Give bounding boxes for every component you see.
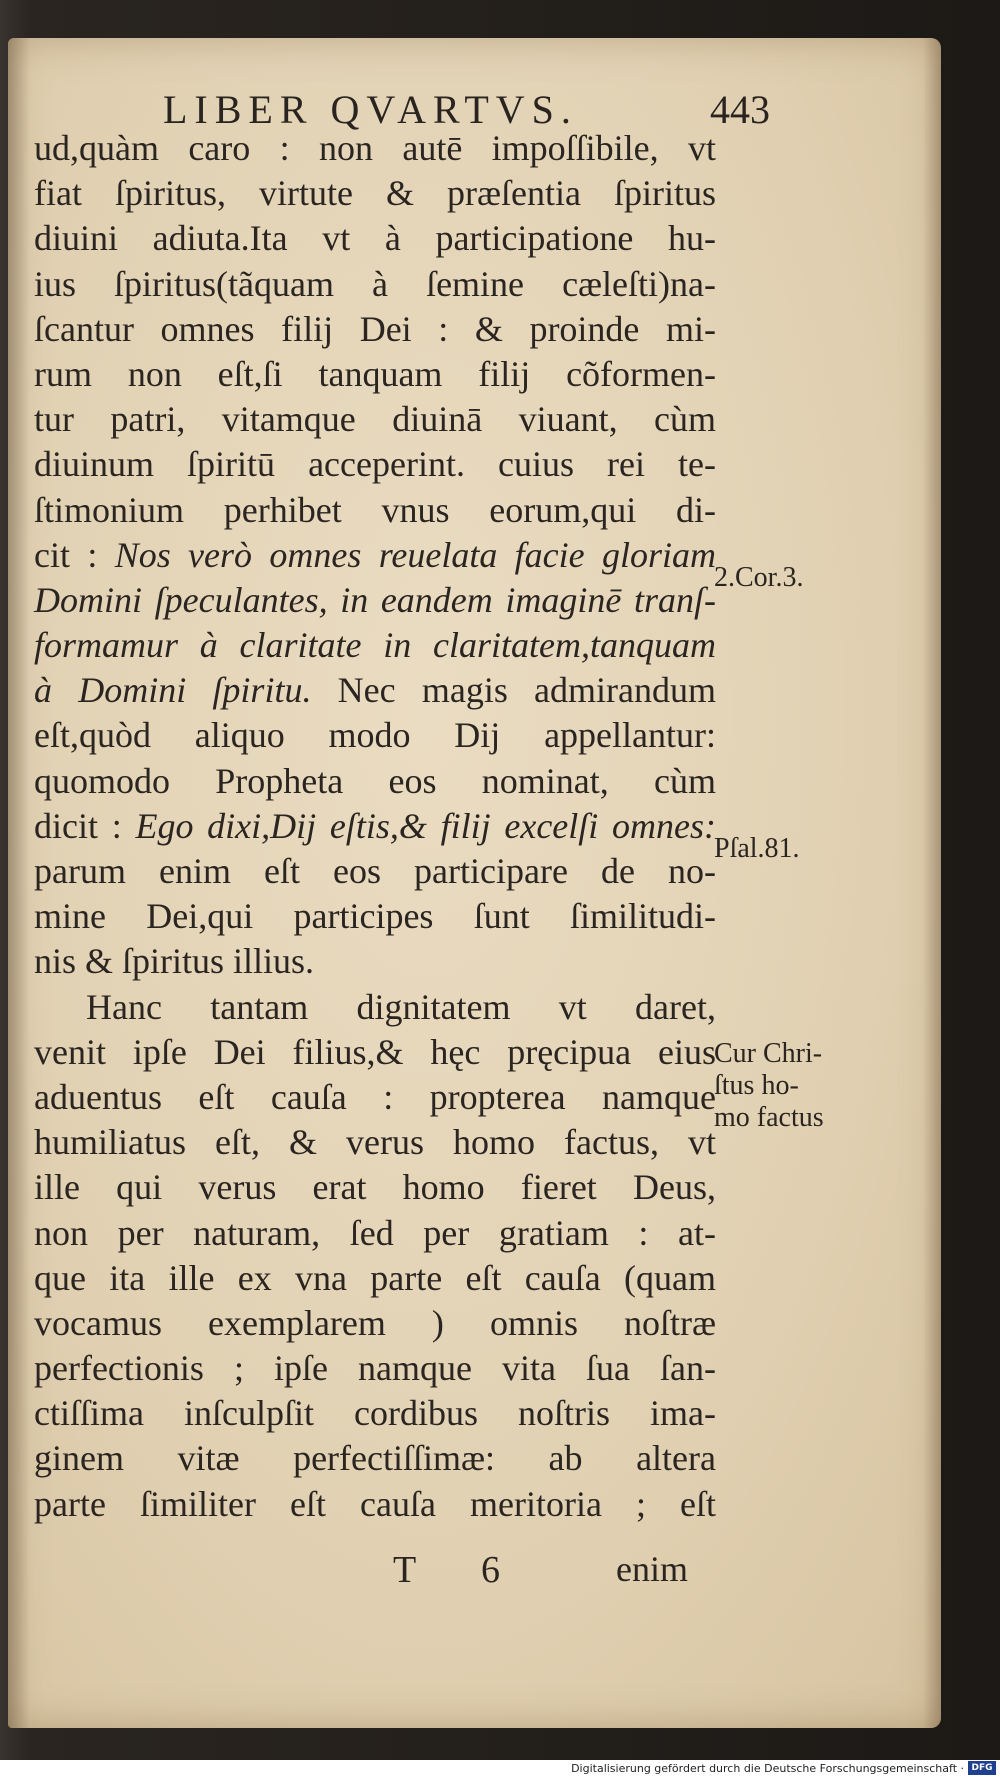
text-segment: ille qui verus erat homo fieret Deus, bbox=[34, 1167, 716, 1208]
margin-note-line: mo factus bbox=[714, 1102, 824, 1133]
text-segment: quomodo Propheta eos nominat, cùm bbox=[34, 760, 716, 801]
text-segment: humiliatus eſt, & verus homo factus, vt bbox=[34, 1122, 716, 1163]
text-line bbox=[34, 216, 716, 261]
margin-note-line: Cur Chri- bbox=[714, 1038, 823, 1069]
text-segment: diuinum ſpiritū acceperint. cuius rei te- bbox=[34, 444, 716, 485]
text-segment: Nec magis admirandum bbox=[311, 670, 716, 711]
text-segment: mine Dei,qui participes ſunt ſimilitudi- bbox=[34, 896, 716, 937]
text-line bbox=[34, 578, 716, 623]
text-segment: ginem vitæ perfectiſſimæ: ab altera bbox=[34, 1438, 716, 1479]
page-gutter-shadow bbox=[8, 38, 30, 1728]
text-line bbox=[34, 171, 716, 216]
text-line bbox=[34, 623, 716, 668]
margin-ref-corinthians: 2.Cor.3. bbox=[714, 562, 804, 593]
text-segment: dicit : bbox=[34, 805, 136, 846]
text-line bbox=[34, 126, 716, 171]
text-line bbox=[34, 1165, 716, 1210]
italic-quote: formamur à claritate in claritatem,tanquam bbox=[34, 625, 716, 666]
text-line bbox=[34, 1075, 716, 1120]
text-segment: parum enim eſt eos participare de no- bbox=[34, 851, 716, 891]
text-line bbox=[34, 713, 716, 758]
text-line bbox=[34, 668, 716, 713]
italic-quote: Ego dixi,Dij eſtis,& filij excelſi omnes: bbox=[135, 805, 716, 846]
text-line bbox=[34, 1482, 716, 1527]
text-line bbox=[34, 1346, 716, 1391]
text-segment: vocamus exemplarem ) omnis noſtræ bbox=[34, 1302, 716, 1343]
text-segment: ius ſpiritus(tãquam à ſemine cæleſti)na- bbox=[34, 263, 716, 304]
margin-note-cur-christus bbox=[714, 1038, 824, 1134]
text-line bbox=[34, 442, 716, 487]
text-segment: diuini adiuta.Ita vt à participatione hu- bbox=[34, 218, 716, 259]
text-segment: fiat ſpiritus, virtute & præſentia ſpiritus bbox=[34, 173, 716, 214]
text-line bbox=[34, 849, 716, 894]
text-segment: non per naturam, ſed per gratiam : at- bbox=[34, 1212, 716, 1253]
text-line bbox=[34, 1211, 716, 1256]
italic-quote: à Domini ſpiritu. bbox=[34, 670, 312, 711]
text-line bbox=[34, 894, 716, 939]
text-segment: rum non eſt,ſi tanquam filij cõformen- bbox=[34, 353, 716, 394]
text-segment: ctiſſima inſculpſit cordibus noſtris ima- bbox=[34, 1393, 716, 1434]
italic-quote: Nos verò omnes reuelata facie gloriam bbox=[114, 534, 716, 575]
text-segment: eſt,quòd aliquo modo Dij appellantur: bbox=[34, 715, 716, 756]
text-line bbox=[34, 1391, 716, 1436]
italic-quote: Domini ſpeculantes, in eandem imaginē tranſ- bbox=[34, 579, 716, 620]
text-line bbox=[34, 1030, 716, 1075]
text-line bbox=[34, 262, 716, 307]
text-segment: tur patri, vitamque diuinā viuant, cùm bbox=[34, 399, 716, 440]
text-line bbox=[34, 307, 716, 352]
text-segment: nis & ſpiritus illius. bbox=[34, 941, 315, 982]
text-line bbox=[34, 939, 716, 984]
book-page bbox=[8, 38, 941, 1728]
margin-ref-psalm: Pſal.81. bbox=[714, 833, 800, 864]
page-number: 443 bbox=[710, 87, 770, 132]
text-segment: aduentus eſt cauſa : propterea namque bbox=[34, 1076, 716, 1117]
text-line bbox=[34, 397, 716, 442]
text-segment: parte ſimiliter eſt cauſa meritoria ; eſt bbox=[34, 1483, 716, 1524]
text-line bbox=[34, 1256, 716, 1301]
running-head: LIBER QVARTVS. bbox=[163, 87, 578, 132]
margin-note-line: ſtus ho- bbox=[714, 1070, 799, 1101]
text-segment: ſcantur omnes filij Dei : & proinde mi- bbox=[34, 308, 716, 349]
text-segment: venit ipſe Dei filius,& hęc pręcipua eius bbox=[34, 1031, 716, 1072]
text-line bbox=[34, 985, 716, 1030]
text-segment: que ita ille ex vna parte eſt cauſa (quam bbox=[34, 1257, 716, 1298]
signature-mark: T 6 bbox=[393, 1549, 529, 1591]
text-segment: perfectionis ; ipſe namque vita ſua ſan- bbox=[34, 1348, 716, 1389]
text-line bbox=[34, 352, 716, 397]
text-line bbox=[34, 488, 716, 533]
text-line bbox=[34, 1301, 716, 1346]
digitization-credit: Digitalisierung gefördert durch die Deutsche Forschungsgemeinschaft · bbox=[571, 1762, 964, 1775]
text-line bbox=[34, 759, 716, 804]
text-line bbox=[34, 1436, 716, 1481]
text-segment: Hanc tantam dignitatem vt daret, bbox=[86, 986, 716, 1027]
text-line bbox=[34, 1120, 716, 1165]
text-segment: cit : bbox=[34, 534, 115, 575]
dfg-logo: DFG bbox=[968, 1761, 996, 1775]
text-segment: ud,quàm caro : non autē impoſſibile, vt bbox=[34, 128, 716, 168]
text-line bbox=[34, 804, 716, 849]
text-segment: ſtimonium perhibet vnus eorum,qui di- bbox=[34, 489, 716, 530]
body-text bbox=[34, 126, 716, 1527]
text-line bbox=[34, 533, 716, 578]
catchword: enim bbox=[616, 1549, 688, 1589]
